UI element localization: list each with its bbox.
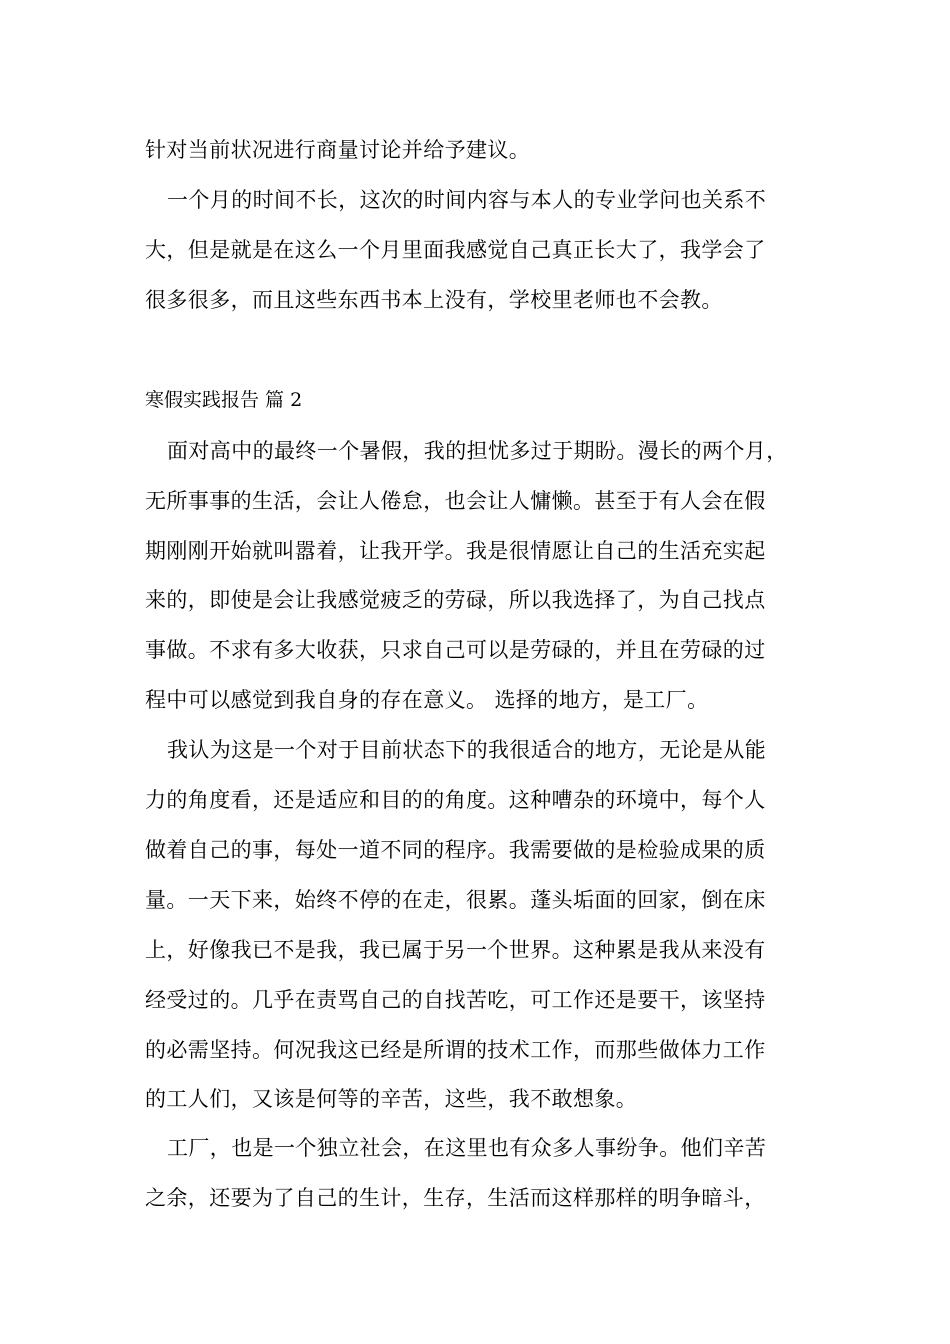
text-line: 做着自己的事，每处一道不同的程序。我需要做的是检验成果的质 xyxy=(145,838,766,862)
text-line: 针对当前状况进行商量讨论并给予建议。 xyxy=(145,138,531,162)
text-line: 来的，即使是会让我感觉疲乏的劳碌，所以我选择了，为自己找点 xyxy=(145,588,766,612)
text-line: 的必需坚持。何况我这已经是所谓的技术工作，而那些做体力工作 xyxy=(145,1038,766,1062)
text-line: 上，好像我已不是我，我已属于另一个世界。这种累是我从来没有 xyxy=(145,938,766,962)
text-line: 无所事事的生活，会让人倦怠，也会让人慵懒。甚至于有人会在假 xyxy=(145,489,766,513)
text-line: 经受过的。几乎在责骂自己的自找苦吃，可工作还是要干，该坚持 xyxy=(145,988,766,1012)
text-line: 期刚刚开始就叫嚣着，让我开学。我是很情愿让自己的生活充实起 xyxy=(145,539,766,563)
text-line: 事做。不求有多大收获，只求自己可以是劳碌的，并且在劳碌的过 xyxy=(145,638,766,662)
text-line: 量。一天下来，始终不停的在走，很累。蓬头垢面的回家，倒在床 xyxy=(145,888,766,912)
text-line: 工厂，也是一个独立社会，在这里也有众多人事纷争。他们辛苦 xyxy=(167,1136,767,1160)
text-line: 程中可以感觉到我自身的存在意义。 选择的地方，是工厂。 xyxy=(145,688,709,712)
text-line: 我认为这是一个对于目前状态下的我很适合的地方，无论是从能 xyxy=(167,738,767,762)
text-line: 一个月的时间不长，这次的时间内容与本人的专业学问也关系不 xyxy=(167,188,767,212)
text-line: 的工人们，又该是何等的辛苦，这些，我不敢想象。 xyxy=(145,1087,638,1111)
text-line: 力的角度看，还是适应和目的的角度。这种嘈杂的环境中，每个人 xyxy=(145,788,766,812)
text-line: 面对高中的最终一个暑假，我的担忧多过于期盼。漫长的两个月， xyxy=(167,439,788,463)
text-line: 之余，还要为了自己的生计，生存，生活而这样那样的明争暗斗， xyxy=(145,1186,766,1210)
section-title: 寒假实践报告 篇 2 xyxy=(145,389,303,411)
text-line: 大，但是就是在这么一个月里面我感觉自己真正长大了，我学会了 xyxy=(145,238,766,262)
text-line: 很多很多，而且这些东西书本上没有，学校里老师也不会教。 xyxy=(145,288,723,312)
